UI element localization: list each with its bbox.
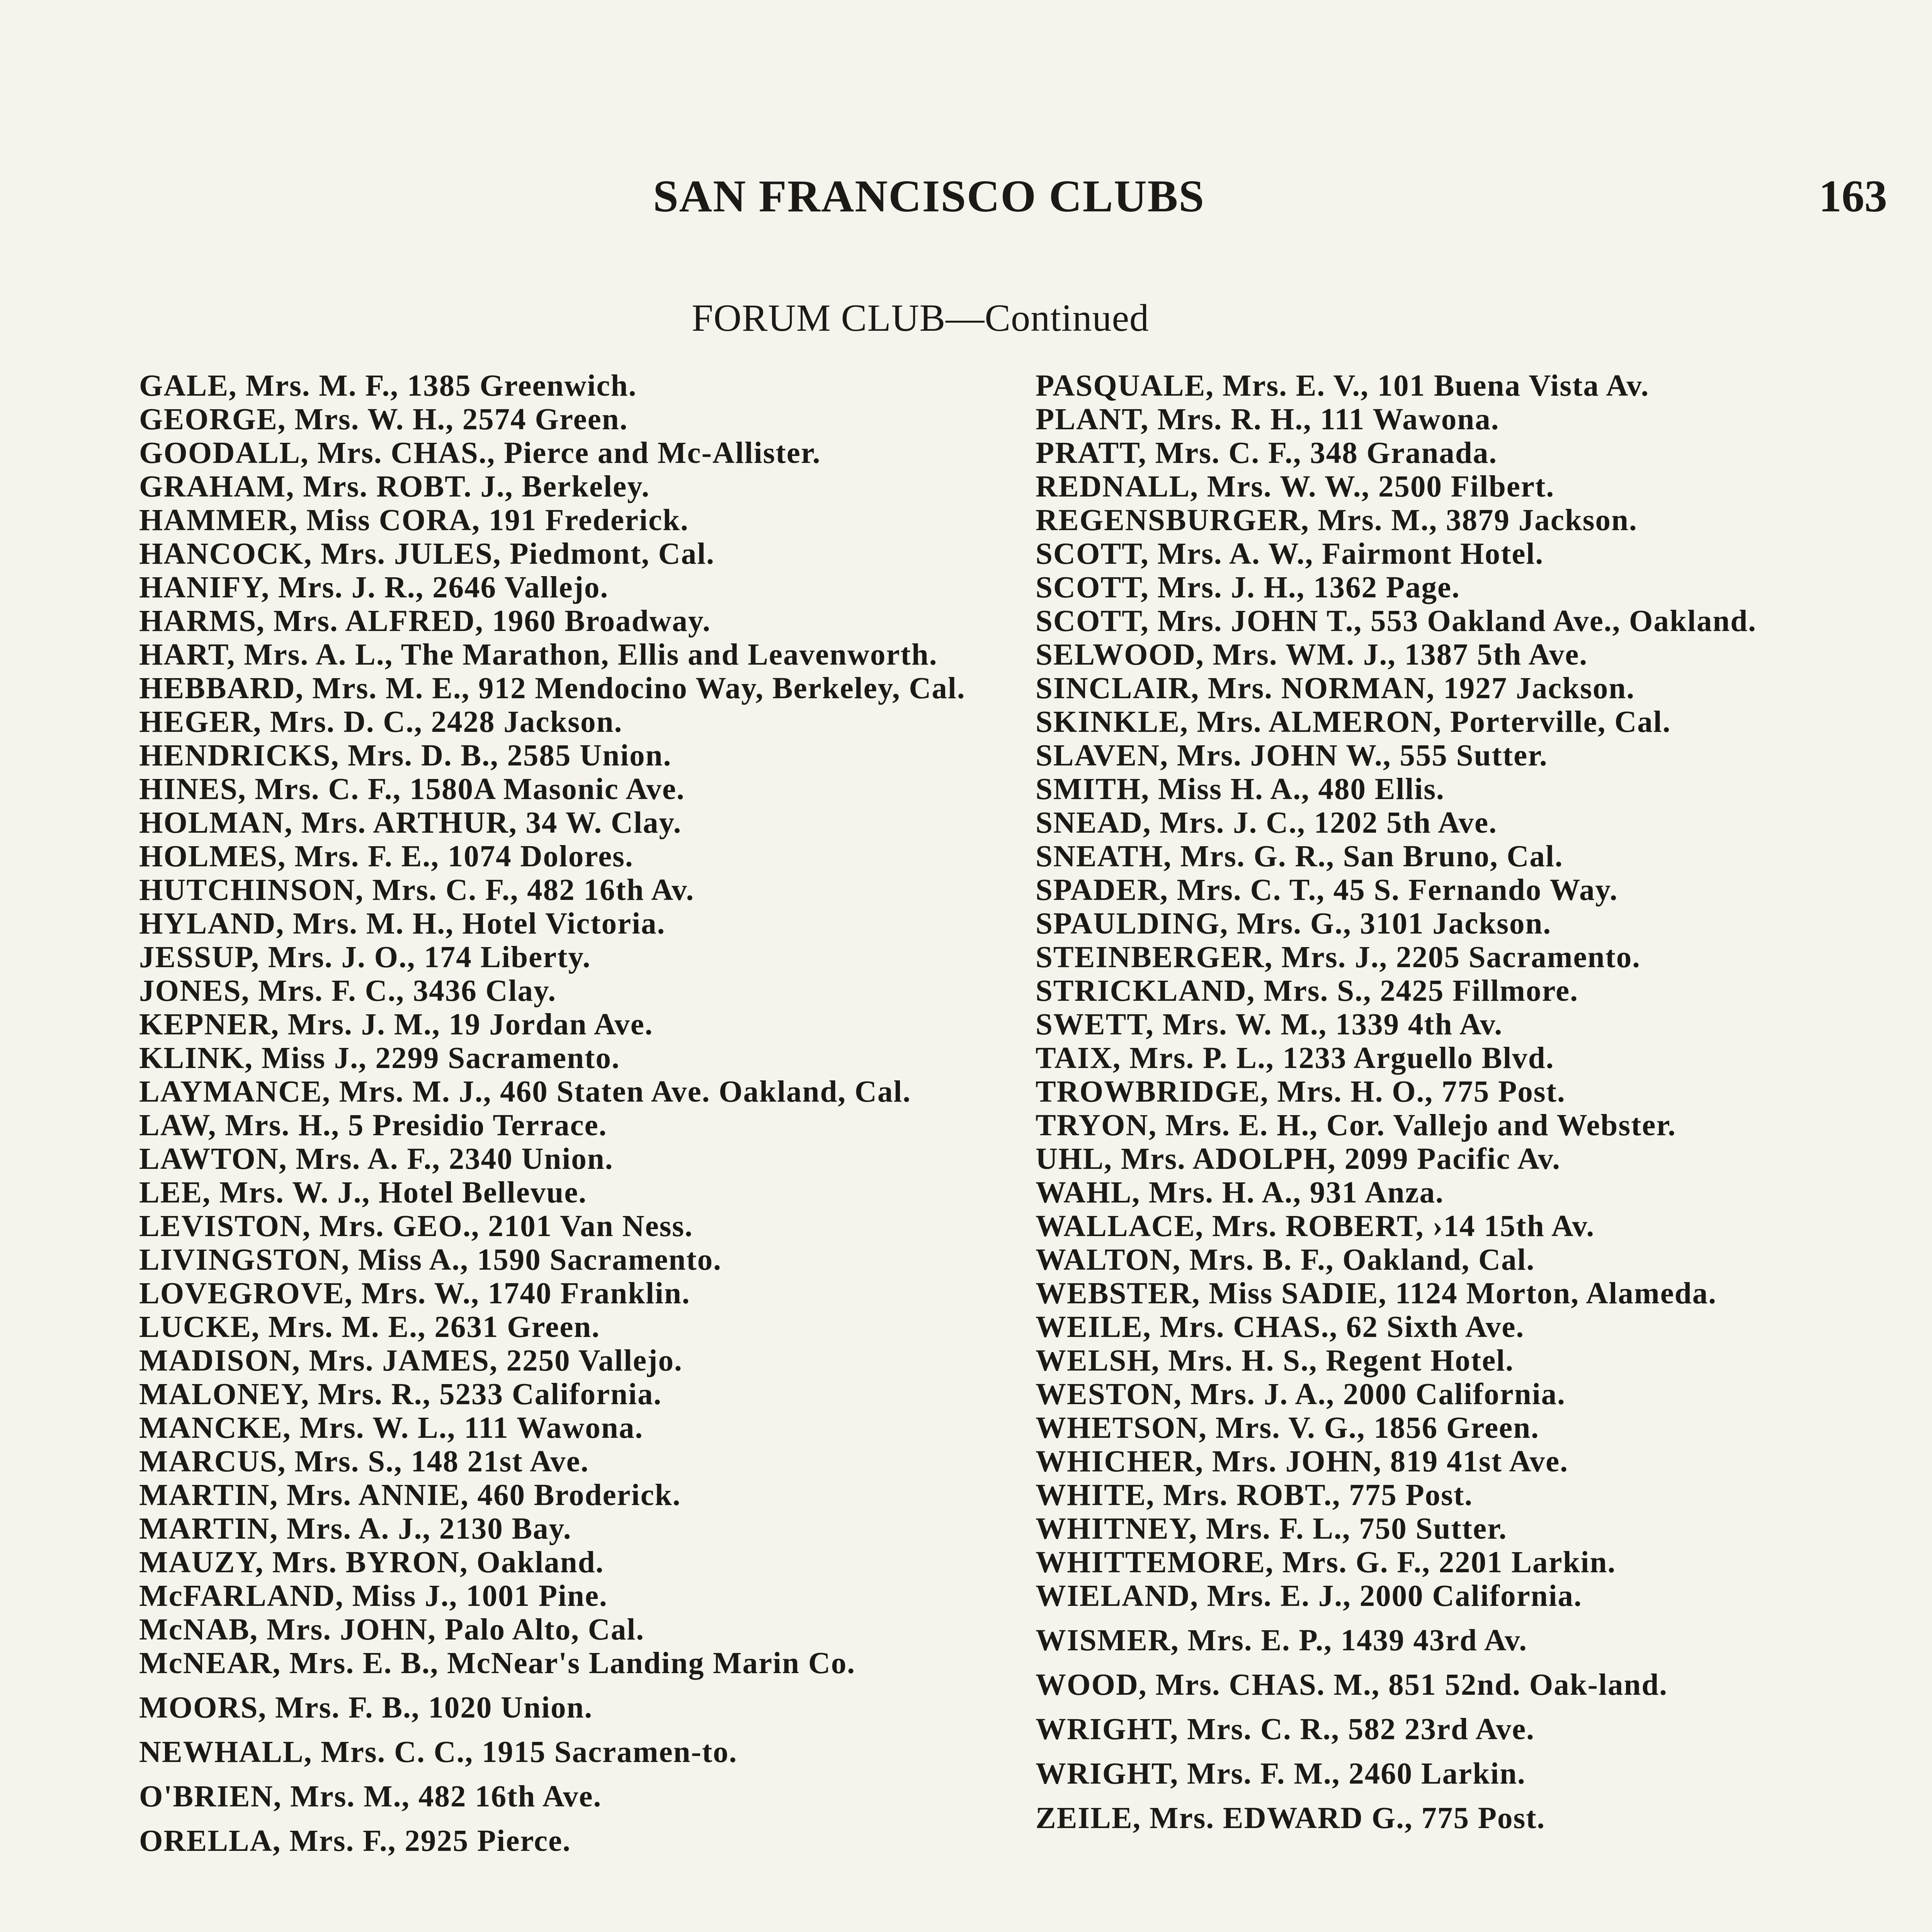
directory-entry: HUTCHINSON, Mrs. C. F., 482 16th Av. xyxy=(139,873,695,907)
directory-entry: WELSH, Mrs. H. S., Regent Hotel. xyxy=(1036,1344,1514,1378)
directory-entry: GRAHAM, Mrs. ROBT. J., Berkeley. xyxy=(139,470,650,503)
directory-entry: WHETSON, Mrs. V. G., 1856 Green. xyxy=(1036,1411,1539,1445)
directory-entry: WIELAND, Mrs. E. J., 2000 California. xyxy=(1036,1579,1582,1613)
directory-entry: GOODALL, Mrs. CHAS., Pierce and Mc-Allister. xyxy=(139,436,821,470)
directory-entry: O'BRIEN, Mrs. M., 482 16th Ave. xyxy=(139,1780,602,1813)
directory-entry: HENDRICKS, Mrs. D. B., 2585 Union. xyxy=(139,739,672,772)
directory-entry: HEBBARD, Mrs. M. E., 912 Mendocino Way, Berkeley, Cal. xyxy=(139,672,966,705)
directory-entry: LOVEGROVE, Mrs. W., 1740 Franklin. xyxy=(139,1277,690,1310)
running-title: SAN FRANCISCO CLUBS xyxy=(653,171,1205,221)
directory-entry: HANCOCK, Mrs. JULES, Piedmont, Cal. xyxy=(139,537,715,571)
directory-entry: LEVISTON, Mrs. GEO., 2101 Van Ness. xyxy=(139,1209,693,1243)
directory-entry: GEORGE, Mrs. W. H., 2574 Green. xyxy=(139,403,628,436)
directory-entry: HOLMES, Mrs. F. E., 1074 Dolores. xyxy=(139,840,634,873)
directory-entry: WHITE, Mrs. ROBT., 775 Post. xyxy=(1036,1478,1473,1512)
directory-entry: ZEILE, Mrs. EDWARD G., 775 Post. xyxy=(1036,1801,1546,1835)
directory-entry: MAUZY, Mrs. BYRON, Oakland. xyxy=(139,1546,604,1579)
right-column xyxy=(1036,369,1897,1835)
directory-entry: WESTON, Mrs. J. A., 2000 California. xyxy=(1036,1378,1566,1411)
directory-entry: WOOD, Mrs. CHAS. M., 851 52nd. Oak-land. xyxy=(1036,1668,1668,1702)
directory-entry: MARTIN, Mrs. ANNIE, 460 Broderick. xyxy=(139,1478,681,1512)
directory-entry: SNEATH, Mrs. G. R., San Bruno, Cal. xyxy=(1036,840,1563,873)
directory-entry: HAMMER, Miss CORA, 191 Frederick. xyxy=(139,503,689,537)
directory-entry: WEILE, Mrs. CHAS., 62 Sixth Ave. xyxy=(1036,1310,1525,1344)
directory-entry: JONES, Mrs. F. C., 3436 Clay. xyxy=(139,974,556,1008)
directory-entry: LIVINGSTON, Miss A., 1590 Sacramento. xyxy=(139,1243,722,1277)
directory-entry: SELWOOD, Mrs. WM. J., 1387 5th Ave. xyxy=(1036,638,1588,672)
directory-entry: LAW, Mrs. H., 5 Presidio Terrace. xyxy=(139,1109,607,1142)
directory-entry: KEPNER, Mrs. J. M., 19 Jordan Ave. xyxy=(139,1008,653,1041)
directory-entry: TROWBRIDGE, Mrs. H. O., 775 Post. xyxy=(1036,1075,1566,1109)
directory-entry: McFARLAND, Miss J., 1001 Pine. xyxy=(139,1579,608,1613)
directory-entry: LAWTON, Mrs. A. F., 2340 Union. xyxy=(139,1142,614,1176)
directory-entry: REDNALL, Mrs. W. W., 2500 Filbert. xyxy=(1036,470,1555,503)
directory-entry: SINCLAIR, Mrs. NORMAN, 1927 Jackson. xyxy=(1036,672,1635,705)
directory-entry: PRATT, Mrs. C. F., 348 Granada. xyxy=(1036,436,1498,470)
directory-entry: GALE, Mrs. M. F., 1385 Greenwich. xyxy=(139,369,637,403)
directory-entry: HOLMAN, Mrs. ARTHUR, 34 W. Clay. xyxy=(139,806,682,840)
directory-entry: SPADER, Mrs. C. T., 45 S. Fernando Way. xyxy=(1036,873,1618,907)
directory-entry: REGENSBURGER, Mrs. M., 3879 Jackson. xyxy=(1036,503,1638,537)
page-number: 163 xyxy=(1819,171,1887,221)
directory-entry: WHICHER, Mrs. JOHN, 819 41st Ave. xyxy=(1036,1445,1568,1478)
directory-entry: WRIGHT, Mrs. F. M., 2460 Larkin. xyxy=(1036,1757,1526,1791)
directory-entry: HINES, Mrs. C. F., 1580A Masonic Ave. xyxy=(139,772,685,806)
directory-entry: MOORS, Mrs. F. B., 1020 Union. xyxy=(139,1691,593,1725)
directory-entry: HEGER, Mrs. D. C., 2428 Jackson. xyxy=(139,705,623,739)
directory-entry: LUCKE, Mrs. M. E., 2631 Green. xyxy=(139,1310,600,1344)
directory-entry: McNAB, Mrs. JOHN, Palo Alto, Cal. xyxy=(139,1613,645,1646)
directory-entry: SKINKLE, Mrs. ALMERON, Porterville, Cal. xyxy=(1036,705,1671,739)
directory-entry: UHL, Mrs. ADOLPH, 2099 Pacific Av. xyxy=(1036,1142,1561,1176)
directory-entry: HARMS, Mrs. ALFRED, 1960 Broadway. xyxy=(139,604,711,638)
directory-entry: WAHL, Mrs. H. A., 931 Anza. xyxy=(1036,1176,1444,1209)
directory-entry: HANIFY, Mrs. J. R., 2646 Vallejo. xyxy=(139,571,609,604)
directory-entry: WEBSTER, Miss SADIE, 1124 Morton, Alameda. xyxy=(1036,1277,1717,1310)
directory-entry: McNEAR, Mrs. E. B., McNear's Landing Marin Co. xyxy=(139,1646,855,1680)
directory-entry: TRYON, Mrs. E. H., Cor. Vallejo and Webster. xyxy=(1036,1109,1677,1142)
directory-entry: WISMER, Mrs. E. P., 1439 43rd Av. xyxy=(1036,1624,1528,1657)
directory-entry: STEINBERGER, Mrs. J., 2205 Sacramento. xyxy=(1036,940,1641,974)
directory-entry: MARTIN, Mrs. A. J., 2130 Bay. xyxy=(139,1512,572,1546)
directory-entry: SNEAD, Mrs. J. C., 1202 5th Ave. xyxy=(1036,806,1497,840)
directory-entry: KLINK, Miss J., 2299 Sacramento. xyxy=(139,1041,620,1075)
directory-entry: STRICKLAND, Mrs. S., 2425 Fillmore. xyxy=(1036,974,1578,1008)
directory-entry: WALTON, Mrs. B. F., Oakland, Cal. xyxy=(1036,1243,1535,1277)
directory-entry: MADISON, Mrs. JAMES, 2250 Vallejo. xyxy=(139,1344,683,1378)
directory-entry: ORELLA, Mrs. F., 2925 Pierce. xyxy=(139,1824,571,1858)
directory-entry: WHITNEY, Mrs. F. L., 750 Sutter. xyxy=(1036,1512,1507,1546)
directory-entry: WALLACE, Mrs. ROBERT, ›14 15th Av. xyxy=(1036,1209,1595,1243)
directory-entry: MARCUS, Mrs. S., 148 21st Ave. xyxy=(139,1445,589,1478)
directory-entry: PLANT, Mrs. R. H., 111 Wawona. xyxy=(1036,403,1500,436)
section-title: FORUM CLUB—Continued xyxy=(692,296,1150,339)
directory-entry: SLAVEN, Mrs. JOHN W., 555 Sutter. xyxy=(1036,739,1548,772)
directory-entry: SCOTT, Mrs. J. H., 1362 Page. xyxy=(1036,571,1460,604)
directory-entry: WRIGHT, Mrs. C. R., 582 23rd Ave. xyxy=(1036,1713,1535,1746)
directory-entry: SCOTT, Mrs. A. W., Fairmont Hotel. xyxy=(1036,537,1544,571)
directory-entry: NEWHALL, Mrs. C. C., 1915 Sacramen-to. xyxy=(139,1735,738,1769)
directory-entry: SMITH, Miss H. A., 480 Ellis. xyxy=(1036,772,1445,806)
left-column xyxy=(139,369,1001,1858)
directory-entry: SPAULDING, Mrs. G., 3101 Jackson. xyxy=(1036,907,1552,940)
directory-entry: MALONEY, Mrs. R., 5233 California. xyxy=(139,1378,662,1411)
directory-entry: TAIX, Mrs. P. L., 1233 Arguello Blvd. xyxy=(1036,1041,1554,1075)
directory-entry: SWETT, Mrs. W. M., 1339 4th Av. xyxy=(1036,1008,1503,1041)
directory-entry: HYLAND, Mrs. M. H., Hotel Victoria. xyxy=(139,907,666,940)
directory-entry: MANCKE, Mrs. W. L., 111 Wawona. xyxy=(139,1411,643,1445)
directory-entry: SCOTT, Mrs. JOHN T., 553 Oakland Ave., Oakland. xyxy=(1036,604,1757,638)
directory-entry: JESSUP, Mrs. J. O., 174 Liberty. xyxy=(139,940,591,974)
directory-entry: HART, Mrs. A. L., The Marathon, Ellis and Leavenworth. xyxy=(139,638,938,672)
directory-entry: LEE, Mrs. W. J., Hotel Bellevue. xyxy=(139,1176,587,1209)
directory-entry: LAYMANCE, Mrs. M. J., 460 Staten Ave. Oakland, Cal. xyxy=(139,1075,912,1109)
directory-entry: WHITTEMORE, Mrs. G. F., 2201 Larkin. xyxy=(1036,1546,1616,1579)
directory-entry: PASQUALE, Mrs. E. V., 101 Buena Vista Av. xyxy=(1036,369,1650,403)
